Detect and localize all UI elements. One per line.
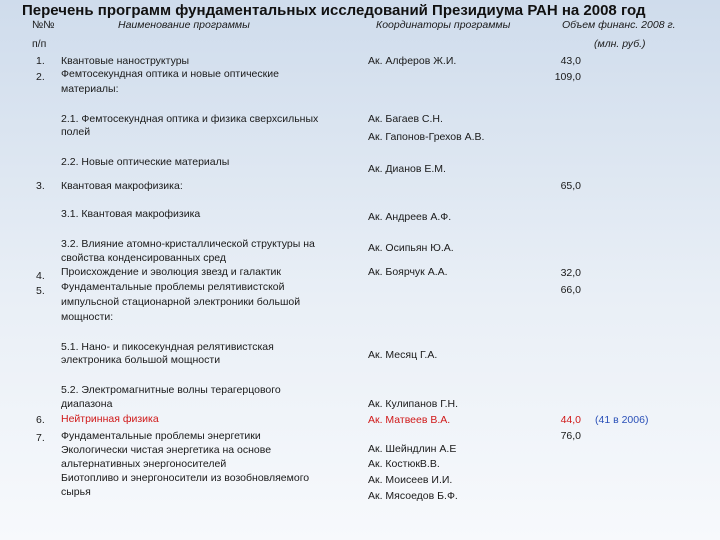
program-name: альтернативных энергоносителей	[61, 458, 227, 470]
row-number: 7.	[36, 432, 45, 444]
program-name: импульсной стационарной электроники большой	[61, 296, 301, 308]
header-coordinators: Координаторы программы	[376, 19, 511, 31]
coordinator: Ак. Мясоедов Б.Ф.	[368, 490, 458, 502]
subprogram-name: 2.1. Фемтосекундная оптика и физика сверхсильных	[61, 113, 319, 125]
row-number: 2.	[36, 71, 45, 83]
program-name-highlighted: Нейтринная физика	[61, 413, 159, 425]
subprogram-name: 3.1. Квантовая макрофизика	[61, 208, 201, 220]
header-programs: Наименование программы	[118, 19, 250, 31]
volume-value: 43,0	[560, 55, 581, 67]
program-name: Экологически чистая энергетика на основе	[61, 444, 272, 456]
coordinator: Ак. Боярчук А.А.	[368, 266, 448, 278]
header-number-sub: п/п	[32, 38, 47, 50]
coordinator-highlighted: Ак. Матвеев В.А.	[368, 414, 451, 426]
program-name: материалы:	[61, 83, 119, 95]
program-name: Квантовая макрофизика:	[61, 180, 183, 192]
volume-note: (41 в 2006)	[595, 414, 649, 426]
volume-value: 76,0	[560, 430, 581, 442]
program-name: Фундаментальные проблемы энергетики	[61, 430, 261, 442]
program-name: Фемтосекундная оптика и новые оптические	[61, 68, 279, 80]
coordinator: Ак. КостюкВ.В.	[368, 458, 440, 470]
coordinator: Ак. Дианов Е.М.	[368, 163, 446, 175]
subprogram-name: 3.2. Влияние атомно-кристаллической структуры на	[61, 238, 315, 250]
volume-value: 32,0	[560, 267, 581, 279]
row-number: 5.	[36, 285, 45, 297]
subprogram-name: электроника большой мощности	[61, 354, 221, 366]
header-volume: Объем финанс. 2008 г.	[562, 19, 676, 31]
coordinator: Ак. Гапонов-Грехов А.В.	[368, 131, 485, 143]
program-name: мощности:	[61, 311, 114, 323]
coordinator: Ак. Шейндлин А.Е	[368, 443, 457, 455]
coordinator: Ак. Кулипанов Г.Н.	[368, 398, 459, 410]
coordinator: Ак. Андреев А.Ф.	[368, 211, 452, 223]
row-number: 6.	[36, 414, 45, 426]
volume-value: 65,0	[560, 180, 581, 192]
subprogram-name: полей	[61, 126, 91, 138]
subprogram-name: 5.1. Нано- и пикосекундная релятивистская	[61, 341, 274, 353]
coordinator: Ак. Осипьян Ю.А.	[368, 242, 454, 254]
program-name: сырья	[61, 486, 91, 498]
subprogram-name: диапазона	[61, 398, 113, 410]
coordinator: Ак. Багаев С.Н.	[368, 113, 443, 125]
volume-value: 66,0	[560, 284, 581, 296]
program-name: Биотопливо и энергоносители из возобновляемого	[61, 472, 310, 484]
volume-value: 109,0	[554, 71, 581, 83]
page-title: Перечень программ фундаментальных исследований Президиума РАН на 2008 год	[22, 2, 646, 19]
subprogram-name: 2.2. Новые оптические материалы	[61, 156, 230, 168]
subprogram-name: свойства конденсированных сред	[61, 252, 227, 264]
header-volume-unit: (млн. руб.)	[594, 38, 646, 50]
program-name: Фундаментальные проблемы релятивистской	[61, 281, 285, 293]
coordinator: Ак. Месяц Г.А.	[368, 349, 438, 361]
header-number: №№	[32, 19, 55, 31]
row-number: 4.	[36, 270, 45, 282]
program-name: Квантовые наноструктуры	[61, 55, 190, 67]
row-number: 1.	[36, 55, 45, 67]
coordinator: Ак. Моисеев И.И.	[368, 474, 453, 486]
row-number: 3.	[36, 180, 45, 192]
subprogram-name: 5.2. Электромагнитные волны терагерцового	[61, 384, 281, 396]
coordinator: Ак. Алферов Ж.И.	[368, 55, 457, 67]
program-name: Происхождение и эволюция звезд и галактик	[61, 266, 281, 278]
volume-value-highlighted: 44,0	[560, 414, 581, 426]
